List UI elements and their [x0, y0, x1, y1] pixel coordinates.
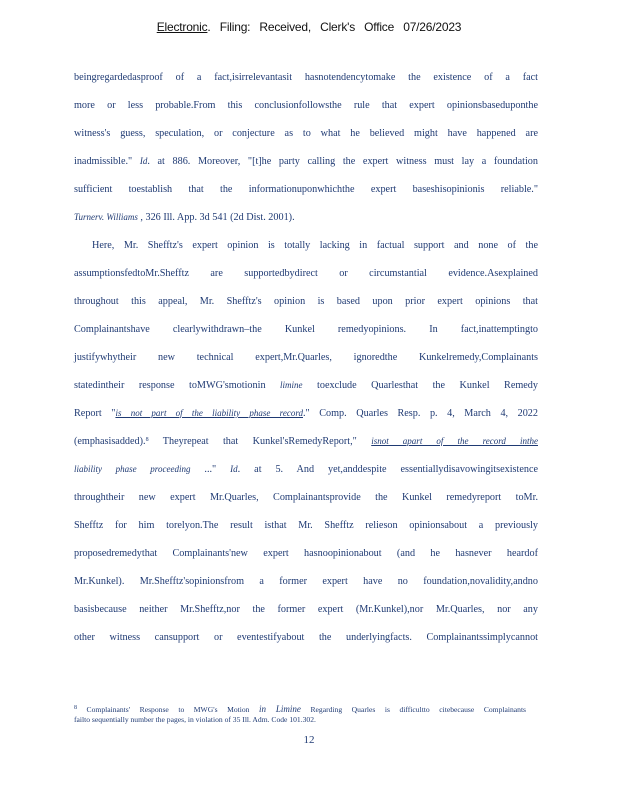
underlined-quote: is not part of the liability phase record	[115, 408, 303, 418]
text-line-12	[74, 380, 538, 394]
text-run: Here, Mr. Shefftz's expert opinion is totally lacking in factual support and none of the	[92, 240, 538, 251]
italic-quote: liability phase proceeding	[74, 464, 191, 474]
text-run: Regarding Quarles is difficultto citebecause Complainants	[300, 705, 527, 714]
text-run: Complainants' Response to MWG's Motion	[77, 705, 260, 714]
filing-header-electronic: Electronic	[156, 20, 208, 34]
text-line-5	[74, 184, 538, 198]
text-run: , 326 Ill. App. 3d 541 (2d Dist. 2001).	[140, 212, 295, 223]
text-line-9	[74, 296, 538, 310]
text-run: . at 886. Moreover, "[t]he party calling the expert witness must lay a foundation	[147, 156, 538, 167]
footnote-line-2: failto sequentially number the pages, in violation of 35 Ill. Adm. Code 101.302.	[74, 715, 316, 724]
footnote-reference: 8	[145, 437, 149, 443]
text-line-1	[74, 72, 538, 86]
text-run: other witness cansupport or eventestifyabout the underlyingfacts. Complainantssimplycannot	[74, 632, 538, 643]
text-run: statedintheir response toMWG'smotionin	[74, 380, 266, 391]
text-line-15	[74, 464, 538, 478]
text-line-11	[74, 352, 538, 366]
text-run: Theyrepeat that Kunkel'sRemedyReport,"	[148, 436, 357, 447]
text-line-13	[74, 408, 538, 422]
text-line-14	[74, 436, 538, 450]
text-run: assumptionsfedtoMr.Shefftz are supportedbydirect or circumstantial evidence.Asexplained	[74, 268, 538, 279]
text-run: ." Comp. Quarles Resp. p. 4, March 4, 2022	[303, 408, 538, 419]
text-run: beingregardedasproof of a fact,isirrelevantasit hasnotendencytomake the existence of a fact	[74, 72, 538, 83]
text-line-20	[74, 604, 538, 618]
footnote-mark: 8	[74, 705, 77, 711]
footnote-line-1	[74, 703, 526, 715]
text-run: sufficient toestablish that the informationuponwhichthe expert baseshisopinionis reliable."	[74, 184, 538, 195]
text-line-19	[74, 576, 538, 590]
text-run: basisbecause neither Mr.Shefftz,nor the former expert (Mr.Kunkel),nor Mr.Quarles, nor any	[74, 604, 538, 615]
text-line-3	[74, 128, 538, 142]
text-run: throughtheir new expert Mr.Quarles, Complainantsprovide the Kunkel remedyreport toMr.	[74, 492, 538, 503]
text-run: proposedremedythat Complainants'new expert hasnoopinionabout (and he hasnever heardof	[74, 548, 538, 559]
text-run: (emphasisadded).	[74, 436, 146, 447]
filing-header-rest: . Filing: Received, Clerk's Office 07/26/2023	[207, 20, 462, 34]
text-line-10	[74, 324, 538, 338]
page-number: 12	[303, 734, 315, 746]
citation-italic: Id	[139, 156, 148, 166]
text-run: ..."	[204, 464, 217, 475]
text-run: inadmissible."	[74, 156, 133, 167]
text-line-17	[74, 520, 538, 534]
text-run: throughout this appeal, Mr. Shefftz's opinion is based upon prior expert opinions that	[74, 296, 538, 307]
text-run: Report "	[74, 408, 116, 419]
text-run: . at 5. And yet,anddespite essentiallydisavowingitsexistence	[237, 464, 538, 475]
text-run: witness's guess, speculation, or conjecture as to what he believed might have happened are	[74, 128, 538, 139]
text-line-4	[74, 156, 538, 170]
text-run: Shefftz for him torelyon.The result isthat Mr. Shefftz relieson opinionsabout a previously	[74, 520, 538, 531]
text-run: Complainantshave clearlywithdrawn–the Kunkel remedyopinions. In fact,inattemptingto	[74, 324, 538, 335]
text-run: toexclude Quarlesthat the Kunkel Remedy	[317, 380, 538, 391]
filing-header	[0, 20, 618, 34]
text-line-7	[92, 240, 538, 254]
citation-italic: Turnerv. Williams	[74, 212, 138, 222]
text-line-21	[74, 632, 538, 646]
text-line-18	[74, 548, 538, 562]
footnote	[74, 703, 526, 725]
text-line-6	[74, 212, 538, 226]
underlined-quote: isnot apart of the record inthe	[371, 436, 538, 446]
text-line-2	[74, 100, 538, 114]
text-run: more or less probable.From this conclusionfollowsthe rule that expert opinionsbaseduponthe	[74, 100, 538, 111]
text-line-16	[74, 492, 538, 506]
citation-italic: Id	[230, 464, 238, 474]
text-run: justifywhytheir new technical expert,Mr.Quarles, ignoredthe Kunkelremedy,Complainants	[74, 352, 538, 363]
text-line-8	[74, 268, 538, 282]
text-run: Mr.Kunkel). Mr.Shefftz'sopinionsfrom a former expert have no foundation,novalidity,andno	[74, 576, 538, 587]
latin-italic: limine	[280, 380, 303, 390]
latin-italic: in Limine	[259, 704, 301, 714]
